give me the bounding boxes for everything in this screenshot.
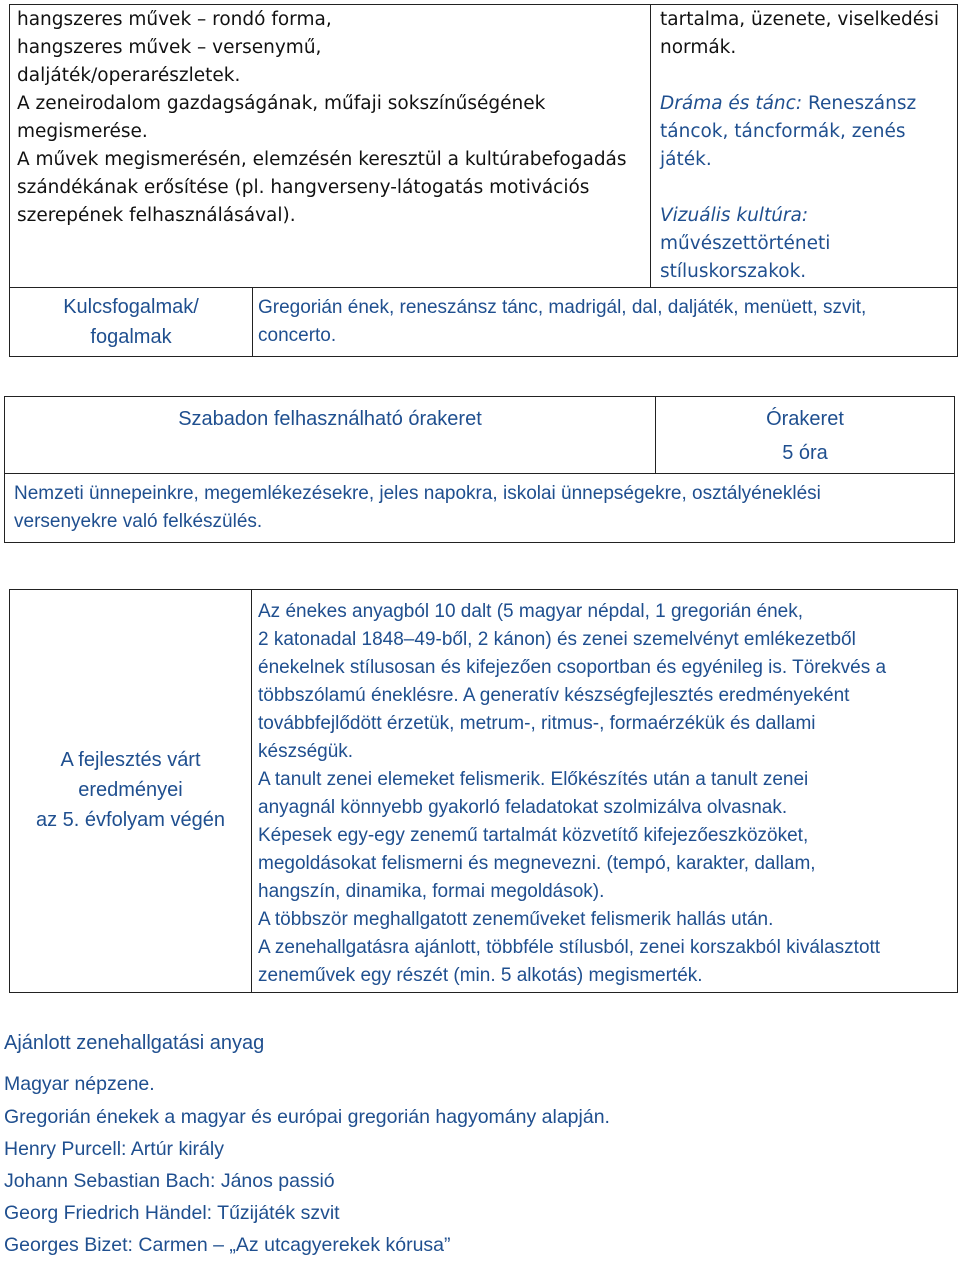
drama-line [660,90,916,118]
listening-item: Gregorián énekek a magyar és európai gregorián hagyomány alapján. [4,1106,610,1128]
listening-item: Johann Sebastian Bach: János passió [4,1170,335,1192]
listening-heading: Ajánlott zenehallgatási anyag [4,1032,265,1054]
kulcs-label-line1: Kulcsfogalmak/ [63,296,199,318]
text-line: daljáték/operarészletek. [17,65,241,86]
vizualis-line: művészettörténeti [660,233,831,254]
results-label-line2: eredményei [78,779,183,801]
drama-label: Dráma és tánc: [660,93,803,114]
free-hours-title: Szabadon felhasználható órakeret [178,408,482,430]
results-line: zeneművek egy részét (min. 5 alkotás) megismerték. [258,965,703,986]
listening-item: Georg Friedrich Händel: Tűzijáték szvit [4,1202,340,1224]
results-line: anyagnál könnyebb gyakorló feladatokat szolmizálva olvasnak. [258,797,788,818]
results-line: hangszín, dinamika, formai megoldások). [258,881,605,902]
results-line: A többször meghallgatott zeneműveket felismerik hallás után. [258,909,774,930]
vizualis-line: stíluskorszakok. [660,261,807,282]
kulcs-label-line2: fogalmak [90,326,172,348]
text-line: szándékának erősítése (pl. hangverseny-látogatás motivációs [17,177,590,198]
results-line: A tanult zenei elemeket felismerik. Előkészítés után a tanult zenei [258,769,809,790]
results-line: megoldásokat felismerni és megnevezni. (tempó, karakter, dallam, [258,853,816,874]
results-line: többszólamú éneklésre. A generatív készségfejlesztés eredményeként [258,685,850,706]
text-line: hangszeres művek – versenymű, [17,37,322,58]
results-line: továbbfejlődött érzetük, metrum-, ritmus-, formaérzékük és dallami [258,713,816,734]
listening-item: Georges Bizet: Carmen – „Az utcagyerekek kórusa” [4,1234,451,1256]
results-line: készségük. [258,741,354,762]
free-hours-text-line: Nemzeti ünnepeinkre, megemlékezésekre, jeles napokra, iskolai ünnepségekre, osztályéneklési [14,483,821,504]
orakeret-label: Órakeret [766,408,844,430]
results-label-line1: A fejlesztés várt [60,749,201,771]
vizualis-label: Vizuális kultúra: [660,205,809,226]
kulcs-label [9,292,253,352]
results-line: Az énekes anyagból 10 dalt (5 magyar népdal, 1 gregorián ének, [258,601,804,622]
listening-item: Magyar népzene. [4,1073,155,1095]
kulcs-text-line: concerto. [258,325,337,346]
listening-item: Henry Purcell: Artúr király [4,1138,224,1160]
drama-line: játék. [660,149,712,170]
text-line: normák. [660,37,737,58]
text-line: A zeneirodalom gazdagságának, műfaji sokszínűségének [17,93,546,114]
text-line: hangszeres művek – rondó forma, [17,9,332,30]
orakeret-value: 5 óra [782,442,828,464]
results-label-line3: az 5. évfolyam végén [36,809,225,831]
text-line: A művek megismerésén, elemzésén keresztül a kultúrabefogadás [17,149,627,170]
text-line: megismerése. [17,121,148,142]
text-line: szerepének felhasználásával). [17,205,296,226]
results-line: énekelnek stílusosan és kifejezően csoportban és egyénileg is. Törekvés a [258,657,887,678]
drama-text: Reneszánsz [802,93,917,114]
text-line: tartalma, üzenete, viselkedési [660,9,939,30]
results-line: Képesek egy-egy zenemű tartalmát közvetítő kifejezőeszközöket, [258,825,809,846]
results-label [9,745,252,835]
free-hours-text-line: versenyekre való felkészülés. [14,511,263,532]
orakeret-block [655,404,955,468]
drama-line: táncok, táncformák, zenés [660,121,906,142]
kulcs-text-line: Gregorián ének, reneszánsz tánc, madrigál, dal, daljáték, menüett, szvit, [258,297,867,318]
results-line: 2 katonadal 1848–49-ből, 2 kánon) és zenei szemelvényt emlékezetből [258,629,856,650]
results-line: A zenehallgatásra ajánlott, többféle stílusból, zenei korszakból kiválasztott [258,937,881,958]
